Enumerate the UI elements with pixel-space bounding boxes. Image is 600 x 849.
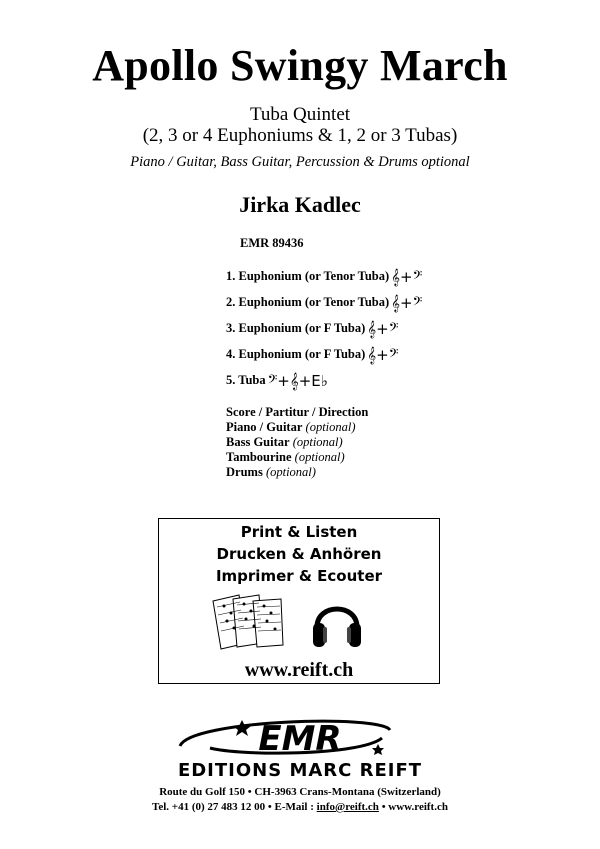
optional-instruments: Piano / Guitar, Bass Guitar, Percussion & Drums optional: [130, 154, 470, 170]
extra-note: (optional): [305, 420, 356, 434]
extra-name: Drums: [226, 465, 263, 479]
part-label: 2. Euphonium (or Tenor Tuba): [226, 295, 390, 309]
extra-note: (optional): [292, 435, 343, 449]
extra-name: Score / Partitur / Direction: [226, 405, 369, 419]
emr-logo: [150, 712, 450, 762]
publisher-address: Route du Golf 150 • CH-3963 Crans-Montana (Switzerland): [159, 786, 441, 798]
headphones-icon: [311, 593, 363, 651]
subtitle: Tuba Quintet: [249, 104, 351, 125]
contact-website: • www.reift.ch: [378, 801, 448, 813]
extra-name: Tambourine: [226, 450, 292, 464]
promo-line-fr: Imprimer & Ecouter: [215, 567, 383, 585]
sheet-music-icon: [209, 593, 287, 651]
extra-item: [226, 450, 368, 465]
extra-item: [226, 465, 368, 480]
part-label: 3. Euphonium (or F Tuba): [226, 321, 366, 335]
extra-note: (optional): [294, 450, 345, 464]
instrumentation: (2, 3 or 4 Euphoniums & 1, 2 or 3 Tubas): [142, 125, 458, 146]
part-label: 5. Tuba: [226, 373, 266, 387]
publisher-name: EDITIONS MARC REIFT: [177, 760, 423, 781]
promo-line-de: Drucken & Anhören: [216, 545, 382, 563]
extra-name: Piano / Guitar: [226, 420, 303, 434]
part-label: 1. Euphonium (or Tenor Tuba): [226, 269, 390, 283]
clef-icon: 𝄞+𝄢: [391, 294, 423, 312]
website-link[interactable]: www.reift.ch: [244, 659, 354, 681]
publisher-contact: [0, 801, 600, 813]
clef-icon: 𝄢+𝄞+E♭: [267, 372, 328, 390]
extra-name: Bass Guitar: [226, 435, 290, 449]
composer-name: Jirka Kadlec: [239, 192, 361, 217]
clef-icon: 𝄞+𝄢: [367, 346, 399, 364]
extras-list: [226, 405, 368, 480]
extra-item: [226, 435, 368, 450]
clef-icon: 𝄞+𝄢: [367, 320, 399, 338]
part-item: [226, 320, 398, 338]
print-listen-box[interactable]: [158, 518, 440, 684]
part-item: [226, 372, 328, 390]
part-item: [226, 346, 398, 364]
clef-icon: 𝄞+𝄢: [391, 268, 423, 286]
page-title: Apollo Swingy March: [92, 41, 508, 90]
logo-text: EMR: [258, 719, 342, 759]
catalog-number: EMR 89436: [240, 236, 304, 250]
contact-phone: Tel. +41 (0) 27 483 12 00 • E-Mail :: [152, 801, 317, 813]
promo-line-en: Print & Listen: [240, 523, 358, 541]
email-link[interactable]: info@reift.ch: [316, 801, 379, 813]
extra-item: [226, 420, 368, 435]
part-label: 4. Euphonium (or F Tuba): [226, 347, 366, 361]
extra-item: [226, 405, 368, 420]
part-item: [226, 268, 422, 286]
extra-note: (optional): [265, 465, 316, 479]
part-item: [226, 294, 422, 312]
